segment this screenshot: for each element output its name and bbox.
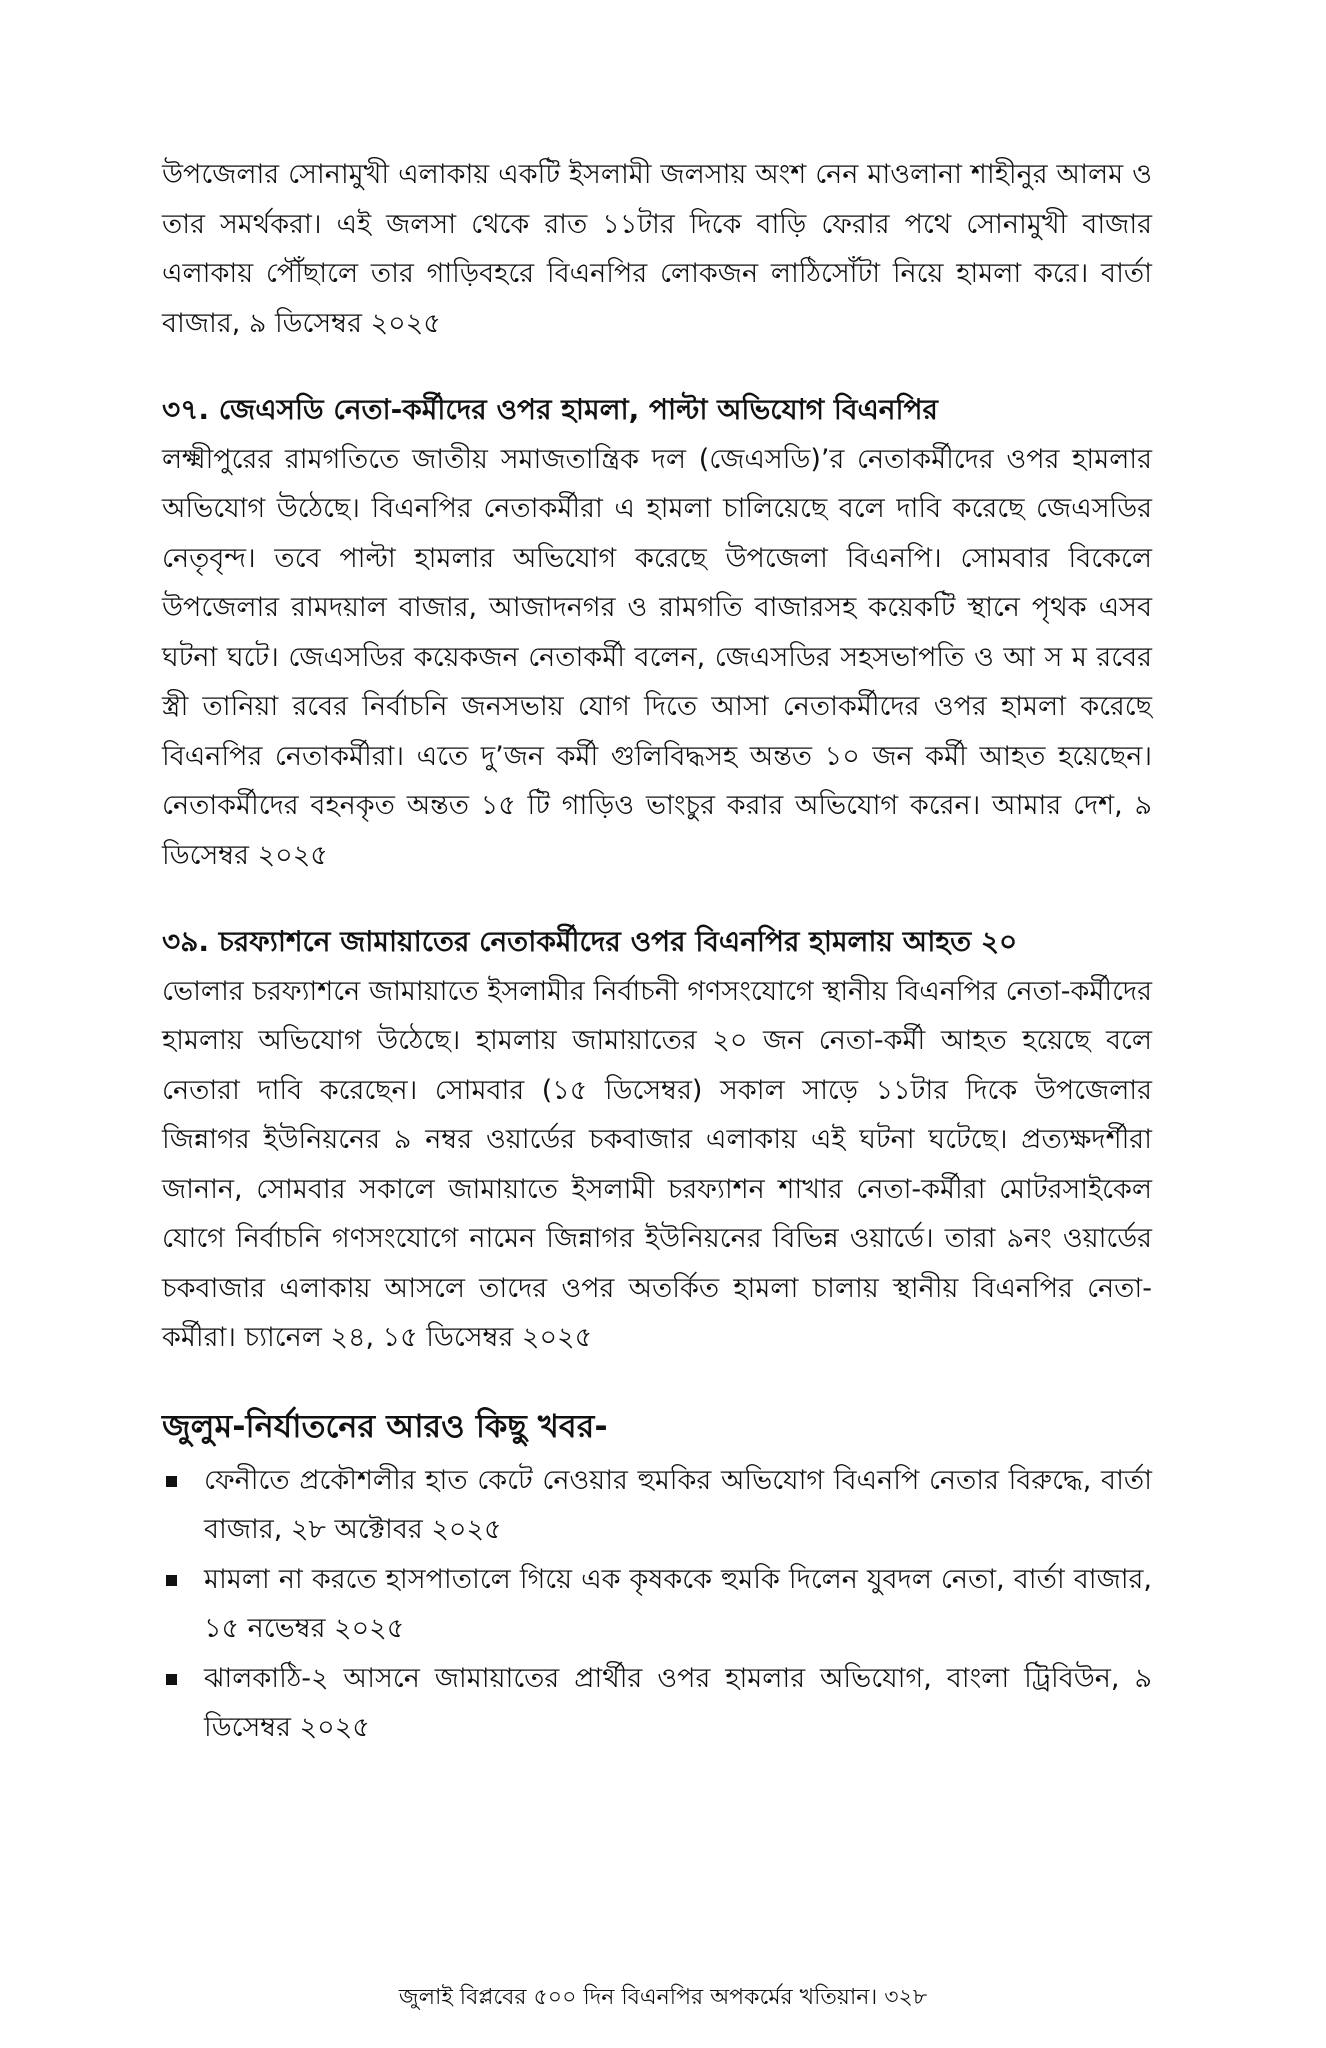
- news-item-text: ফেনীতে প্রকৌশলীর হাত কেটে নেওয়ার হুমকির অভিযোগ বিএনপি নেতার বিরুদ্ধে, বার্তা বাজার, ২৮ অক্টোবর ২০২৫: [204, 1464, 1152, 1545]
- page-footer: জুলাই বিপ্লবের ৫০০ দিন বিএনপির অপকর্মের খতিয়ান। ৩২৮: [398, 1985, 928, 2010]
- more-news-heading: জুলুম-নির্যাতনের আরও কিছু খবর-: [162, 1406, 608, 1445]
- section-37: [162, 385, 1152, 880]
- square-bullet-icon: [166, 1575, 177, 1586]
- section-37-heading: ৩৭. জেএসডি নেতা-কর্মীদের ওপর হামলা, পাল্টা অভিযোগ বিএনপির: [162, 393, 938, 426]
- list-item: [162, 1456, 1152, 1555]
- more-news-section: [162, 1400, 1152, 1753]
- news-item-text: ঝালকাঠি-২ আসনে জামায়াতের প্রার্থীর ওপর হামলার অভিযোগ, বাংলা ট্রিবিউন, ৯ ডিসেম্বর ২০২৫: [204, 1662, 1152, 1743]
- list-item: [162, 1555, 1152, 1654]
- square-bullet-icon: [166, 1674, 177, 1685]
- intro-paragraph: উপজেলার সোনামুখী এলাকায় একটি ইসলামী জলসায় অংশ নেন মাওলানা শাহীনুর আলম ও তার সমর্থকরা। এই জলসা থেকে রাত ১১টার দিকে বাড়ি ফেরার পথে সোনামুখী বাজার এলাকায় পৌঁছালে তার গাড়িবহরে বিএনপির লোকজন লাঠিসোঁটা নিয়ে হামলা করে। বার্তা বাজার, ৯ ডিসেম্বর ২০২৫: [162, 159, 1152, 339]
- page-content: [162, 150, 1152, 1753]
- section-37-body: লক্ষ্মীপুরের রামগতিতে জাতীয় সমাজতান্ত্রিক দল (জেএসডি)’র নেতাকর্মীদের ওপর হামলার অভিযোগ উঠেছে। বিএনপির নেতাকর্মীরা এ হামলা চালিয়েছে বলে দাবি করেছে জেএসডির নেতৃবৃন্দ। তবে পাল্টা হামলার অভিযোগ করেছে উপজেলা বিএনপি। সোমবার বিকেলে উপজেলার রামদয়াল বাজার, আজাদনগর ও রামগতি বাজারসহ কয়েকটি স্থানে পৃথক এসব ঘটনা ঘটে। জেএসডির কয়েকজন নেতাকর্মী বলেন, জেএসডির সহসভাপতি ও আ স ম রবের স্ত্রী তানিয়া রবের নির্বাচনি জনসভায় যোগ দিতে আসা নেতাকর্মীদের ওপর হামলা করেছে বিএনপির নেতাকর্মীরা। এতে দু’জন কর্মী গুলিবিদ্ধসহ অন্তত ১০ জন কর্মী আহত হয়েছেন। নেতাকর্মীদের বহনকৃত অন্তত ১৫ টি গাড়িও ভাংচুর করার অভিযোগ করেন। আমার দেশ, ৯ ডিসেম্বর ২০২৫: [162, 443, 1152, 871]
- section-39: [162, 917, 1152, 1363]
- section-39-body: ভোলার চরফ্যাশনে জামায়াতে ইসলামীর নির্বাচনী গণসংযোগে স্থানীয় বিএনপির নেতা-কর্মীদের হামলায় অভিযোগ উঠেছে। হামলায় জামায়াতের ২০ জন নেতা-কর্মী আহত হয়েছে বলে নেতারা দাবি করেছেন। সোমবার (১৫ ডিসেম্বর) সকাল সাড়ে ১১টার দিকে উপজেলার জিন্নাগর ইউনিয়নের ৯ নম্বর ওয়ার্ডের চকবাজার এলাকায় এই ঘটনা ঘটেছে। প্রত্যক্ষদর্শীরা জানান, সোমবার সকালে জামায়াতে ইসলামী চরফ্যাশন শাখার নেতা-কর্মীরা মোটরসাইকেল যোগে নির্বাচনি গণসংযোগে নামেন জিন্নাগর ইউনিয়নের বিভিন্ন ওয়ার্ডে। তারা ৯নং ওয়ার্ডের চকবাজার এলাকায় আসলে তাদের ওপর অতর্কিত হামলা চালায় স্থানীয় বিএনপির নেতা-কর্মীরা। চ্যানেল ২৪, ১৫ ডিসেম্বর ২০২৫: [162, 975, 1152, 1353]
- section-39-heading: ৩৯. চরফ্যাশনে জামায়াতের নেতাকর্মীদের ওপর বিএনপির হামলায় আহত ২০: [162, 925, 1018, 958]
- list-item: [162, 1654, 1152, 1753]
- news-item-text: মামলা না করতে হাসপাতালে গিয়ে এক কৃষককে হুমকি দিলেন যুবদল নেতা, বার্তা বাজার, ১৫ নভেম্বর ২০২৫: [204, 1563, 1152, 1644]
- square-bullet-icon: [166, 1476, 177, 1487]
- more-news-list: [162, 1456, 1152, 1753]
